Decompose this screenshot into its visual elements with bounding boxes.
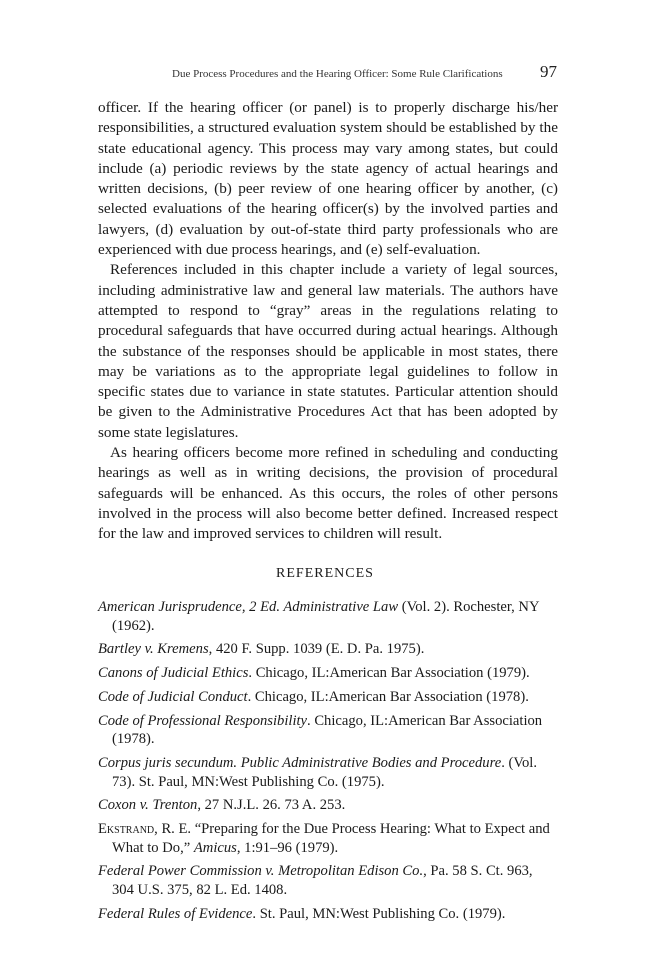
reference-item: Code of Judicial Conduct. Chicago, IL:American Bar Association (1978). [98,688,529,705]
reference-item: American Jurisprudence, 2 Ed. Administrative Law (Vol. 2). Rochester, NY (1962). [98,599,539,634]
page-number: 97 [540,62,557,81]
running-head [0,62,650,86]
reference-list [98,598,558,929]
paragraph-2: References included in this chapter include a variety of legal sources, including administrative law and general law materials. The authors have attempted to respond to “gray” areas in the regulations relating to procedural safeguards that have occurred during actual hearings. Although the substance of the responses should be applicable in most states, there may be variations as to the appropriate legal guidelines to follow in specific states due to variance in state statutes. Particular attention should be given to the Administrative Procedures Act that has been adopted by some state legislatures. [98,261,558,441]
running-title: Due Process Procedures and the Hearing Officer: Some Rule Clarifications [172,68,503,80]
body-text [98,98,558,545]
reference-item: Ekstrand, R. E. “Preparing for the Due Process Hearing: What to Expect and What to Do,” Amicus, 1:91–96 (1979). [98,821,550,856]
reference-item: Federal Power Commission v. Metropolitan Edison Co., Pa. 58 S. Ct. 963, 304 U.S. 375, 82 L. Ed. 1408. [98,863,533,899]
reference-item: Coxon v. Trenton, 27 N.J.L. 26. 73 A. 253. [98,797,346,814]
reference-item: Corpus juris secundum. Public Administrative Bodies and Procedure. (Vol. 73). St. Paul, MN:West Publishing Co. (1975). [98,754,538,790]
reference-item: Federal Rules of Evidence. St. Paul, MN:West Publishing Co. (1979). [98,905,506,922]
paragraph-3: As hearing officers become more refined in scheduling and conducting hearings as well as in writing decisions, the provision of procedural safeguards will be enhanced. As this occurs, the roles of other persons involved in the process will also become better defined. Increased respect for the law and improved services to children will result. [98,444,558,543]
references-heading: REFERENCES [276,566,374,581]
reference-item: Bartley v. Kremens, 420 F. Supp. 1039 (E. D. Pa. 1975). [98,641,425,658]
paragraph-1: officer. If the hearing officer (or panel) is to properly discharge his/her responsibilities, a structured evaluation system should be established by the state educational agency. This process may vary among states, but could include (a) periodic reviews by the state agency of actual hearings and written decisions, (b) peer review of one hearing officer by another, (c) selected evaluations of the hearing officer(s) by the involved parties and lawyers, (d) evaluation by out-of-state third party professionals who are experienced with due process hearings, and (e) self-evaluation. [98,99,558,259]
reference-item: Code of Professional Responsibility. Chicago, IL:American Bar Association (1978). [98,712,543,748]
reference-item: Canons of Judicial Ethics. Chicago, IL:American Bar Association (1979). [98,665,530,682]
